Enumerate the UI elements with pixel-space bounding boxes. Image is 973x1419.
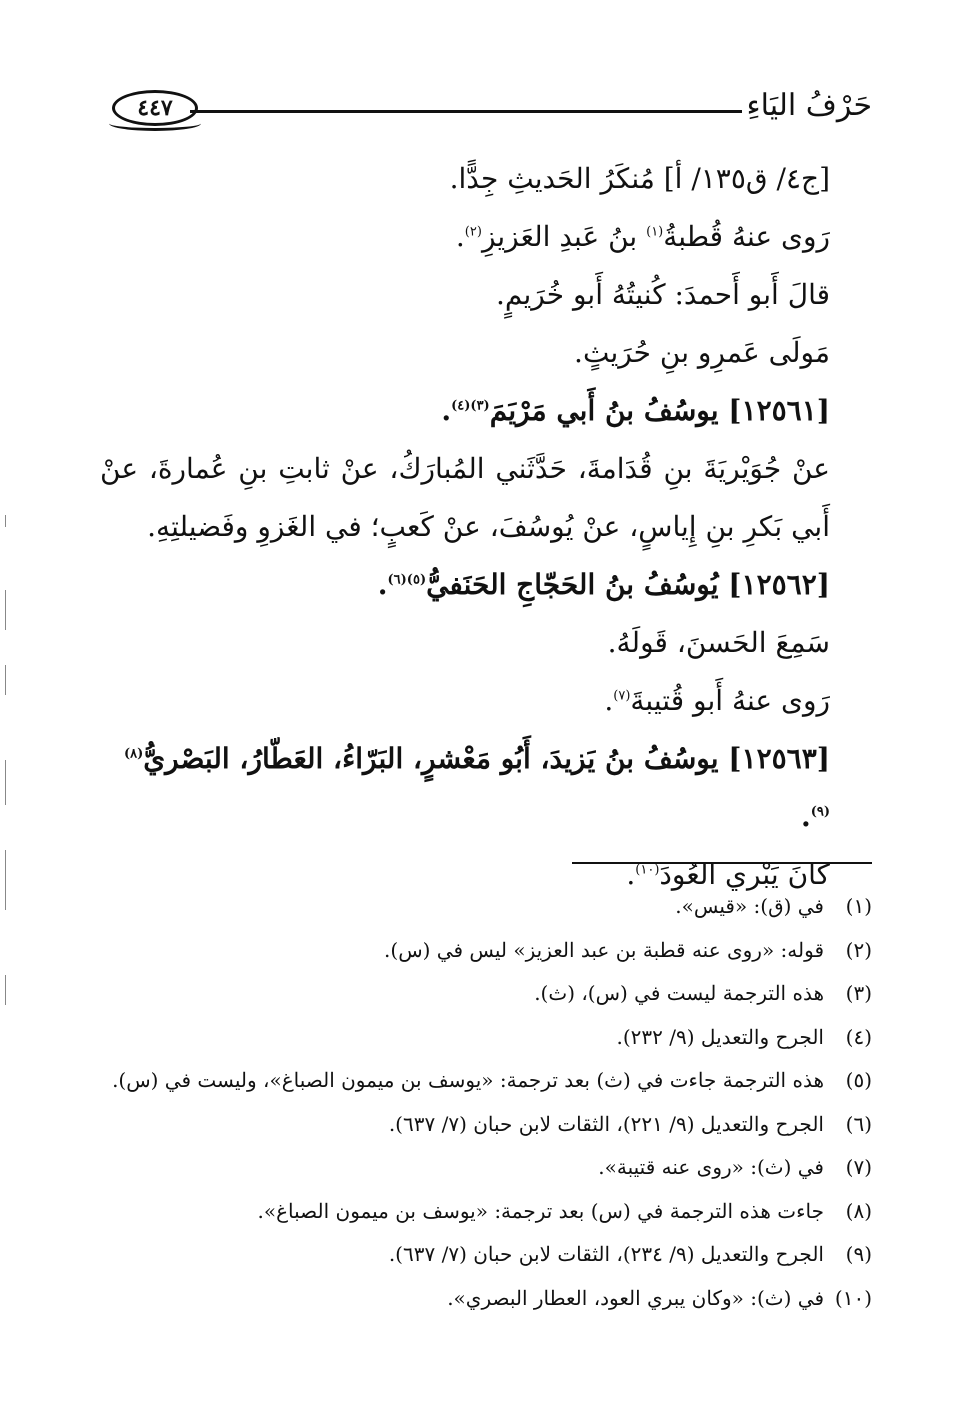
footnote-number: (٨) bbox=[845, 1198, 872, 1223]
entry-text: عنْ جُوَيْريَةَ بنِ قُدَامةَ، حَدَّثَني المُبارَكُ، عنْ ثابتِ بنِ عُمارةَ، عنْ أَبي بَكرِ بنِ إِياسٍ، عنْ يُوسُفَ، عنْ كَعبٍ؛ في الغَزوِ وفَضيلتِهِ. bbox=[100, 452, 830, 543]
footnote-ref: (١٠) bbox=[635, 862, 660, 878]
chapter-title: حَرْفُ اليَاءِ bbox=[746, 88, 872, 123]
page-header bbox=[112, 88, 872, 138]
footnote bbox=[120, 885, 872, 929]
binding-mark bbox=[5, 665, 6, 695]
footnote-text: هذه الترجمة ليست في (س)، (ث). bbox=[534, 981, 824, 1005]
text-line: كانَ يَبْري العُودَ$^{(١٠)}$. bbox=[626, 858, 830, 891]
footnote-text: في (ث): «روى عنه قتيبة». bbox=[598, 1155, 824, 1179]
footnote-separator bbox=[572, 862, 872, 864]
footnote-text: الجرح والتعديل (٩/ ٢٢١)، الثقات لابن حبان (٧/ ٦٣٧). bbox=[388, 1111, 824, 1136]
footnote-number: (٥) bbox=[845, 1068, 872, 1092]
footnote-number: (١) bbox=[845, 894, 872, 918]
footnote bbox=[120, 1103, 872, 1147]
footnote-ref: (٨)(٩) bbox=[123, 746, 830, 820]
footnote bbox=[120, 1277, 872, 1321]
binding-mark bbox=[5, 975, 6, 1005]
footnotes bbox=[112, 885, 872, 1320]
footnote-number: (٧) bbox=[845, 1155, 872, 1179]
footnote-number: (٤) bbox=[845, 1024, 872, 1049]
footnote-text: في (ث): «وكان يبري العود، العطار البصري». bbox=[447, 1285, 824, 1310]
footnote bbox=[120, 972, 872, 1016]
footnote bbox=[120, 1190, 872, 1234]
text-line: سَمِعَ الحَسنَ، قَولَهُ. bbox=[607, 626, 830, 659]
text-line: مَولَى عَمرِو بنِ حُرَيثٍ. bbox=[574, 336, 830, 369]
page-number-badge bbox=[112, 90, 198, 126]
binding-mark bbox=[5, 760, 6, 805]
footnote-number: (٣) bbox=[845, 981, 872, 1005]
text-line: رَوى عنهُ قُطبةُ$^{(١)}$ بنُ عَبدِ العَزيزِ$^{(٢)}$. bbox=[455, 220, 830, 253]
footnote-text: جاءت هذه الترجمة في (س) بعد ترجمة: «يوسف بن ميمون الصباغ». bbox=[257, 1198, 824, 1223]
footnote-number: (١٠) bbox=[834, 1285, 872, 1310]
text-line: قالَ أَبو أَحمدَ: كُنيتُهُ أَبو خُرَيمٍ. bbox=[495, 278, 830, 311]
footnote-ref: (٥)(٦) bbox=[387, 572, 427, 588]
footnote-ref: (٣)(٤) bbox=[451, 398, 490, 414]
footnote bbox=[120, 1016, 872, 1060]
main-text bbox=[100, 150, 830, 904]
entry-heading-12563: [١٢٥٦٣] يوسُفُ بنُ يَزيدَ، أَبُو مَعْشرٍ، البَرّاءُ، العَطّارُ، البَصْريُّ$^{(٨)(٩)}$. bbox=[123, 742, 830, 833]
binding-mark bbox=[5, 515, 6, 527]
footnote bbox=[120, 929, 872, 973]
footnote-ref: (٢) bbox=[464, 224, 482, 240]
binding-mark bbox=[5, 850, 6, 910]
footnote-text: هذه الترجمة جاءت في (ث) بعد ترجمة: «يوسف بن ميمون الصباغ»، وليست في (س). bbox=[112, 1068, 824, 1092]
footnote bbox=[112, 1059, 872, 1103]
footnote-number: (٩) bbox=[845, 1242, 872, 1266]
footnote-number: (٦) bbox=[845, 1111, 872, 1136]
footnote-number: (٢) bbox=[845, 937, 872, 962]
page-number: ٤٤٧ bbox=[137, 95, 173, 121]
footnote-ref: (١) bbox=[646, 224, 664, 240]
footnote-ref: (٧) bbox=[613, 688, 631, 704]
entry-heading-12561: [١٢٥٦١] يوسُفُ بنُ أَبي مَرْيَمَ$^{(٣)(٤)}$. bbox=[441, 394, 830, 427]
footnote-text: في (ق): «قيس». bbox=[675, 894, 824, 918]
text-line: رَوى عنهُ أَبو قُتيبةَ$^{(٧)}$. bbox=[604, 684, 830, 717]
footnote-text: قوله: «روى عنه قطبة بن عبد العزيز» ليس في (س). bbox=[384, 937, 824, 962]
footnote bbox=[120, 1146, 872, 1190]
entry-heading-12562: [١٢٥٦٢] يُوسُفُ بنُ الحَجّاجِ الحَنَفيُّ$^{(٥)(٦)}$. bbox=[377, 568, 830, 601]
footnote-text: الجرح والتعديل (٩/ ٢٣٢). bbox=[616, 1024, 824, 1049]
text-line: [ج٤/ ق١٣٥/ أ] مُنكَرُ الحَديثِ جِدًّا. bbox=[449, 162, 830, 195]
header-rule bbox=[190, 110, 742, 113]
binding-mark bbox=[5, 590, 6, 630]
footnote bbox=[120, 1233, 872, 1277]
footnote-text: الجرح والتعديل (٩/ ٢٣٤)، الثقات لابن حبان (٧/ ٦٣٧). bbox=[388, 1242, 824, 1266]
